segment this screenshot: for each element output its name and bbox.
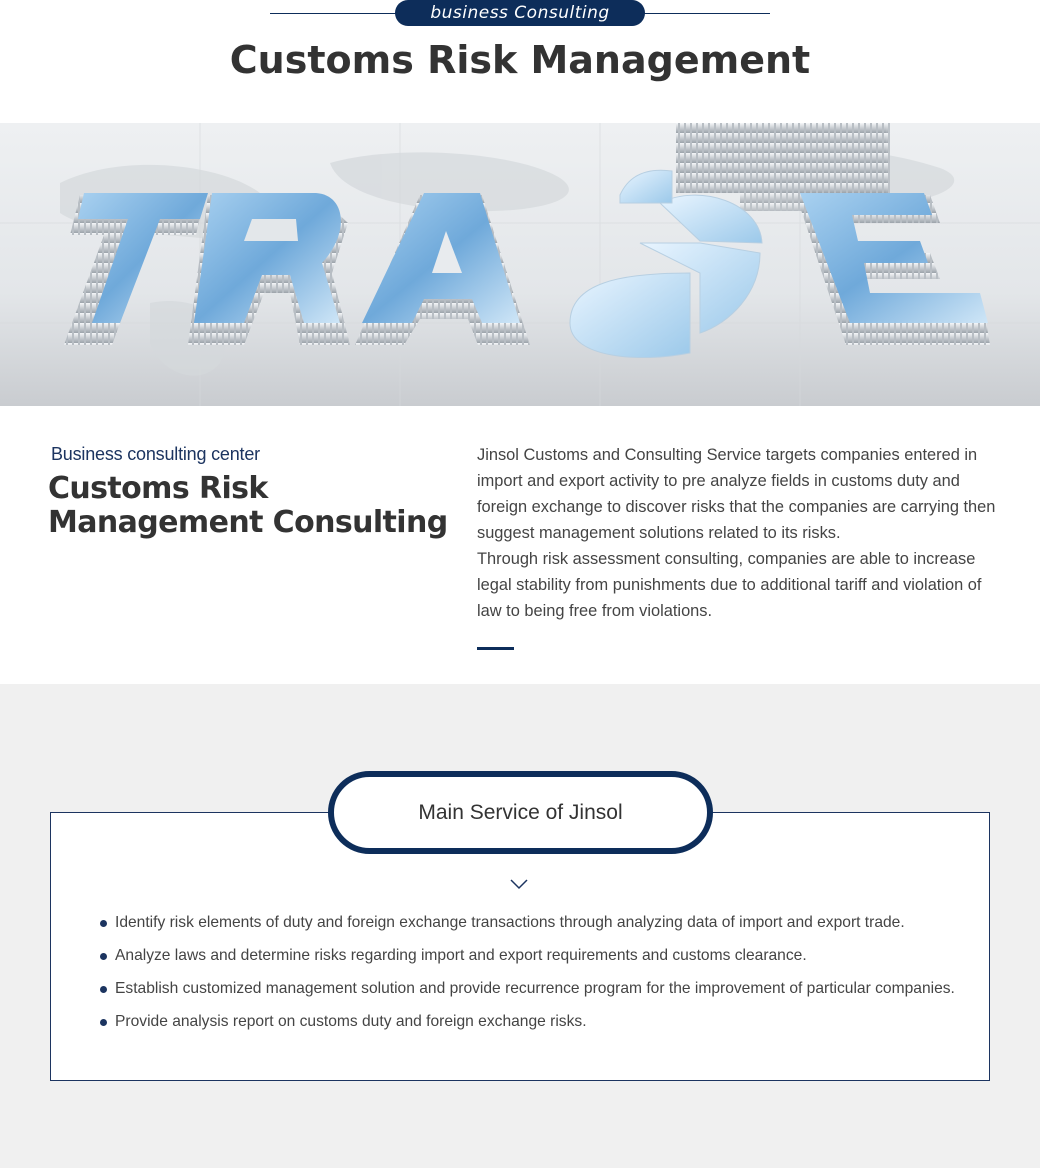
service-item-text: Analyze laws and determine risks regarding import and export requirements and customs clearance. — [115, 947, 807, 964]
list-item — [100, 945, 980, 978]
page-title — [0, 38, 1040, 82]
service-item-text: Establish customized management solution and provide recurrence program for the improvement of particular companies. — [115, 980, 955, 997]
service-item-text: Identify risk elements of duty and foreign exchange transactions through analyzing data of import and export trade. — [115, 914, 905, 931]
header-divider-left — [270, 13, 400, 14]
page-title-bold: Customs — [229, 38, 414, 82]
services-list — [100, 912, 980, 1044]
intro-title-line2: Management Consulting — [48, 505, 448, 540]
intro-description — [477, 442, 997, 624]
list-item — [100, 1011, 980, 1044]
intro-eyebrow: Business consulting center — [51, 444, 260, 464]
trade-3d-letters-image — [0, 123, 1040, 406]
intro-title-line1: Customs Risk — [48, 471, 268, 506]
bullet-icon — [100, 953, 107, 960]
accent-divider — [477, 647, 514, 650]
intro-paragraph-1: Jinsol Customs and Consulting Service targets companies entered in import and export activity to pre analyze fields in customs duty and foreign exchange to discover risks that the companies are carrying then suggest management solutions related to its risks. — [477, 446, 996, 542]
list-item — [100, 978, 980, 1011]
section-eyebrow-badge: business Consulting — [395, 0, 645, 26]
intro-title — [48, 472, 448, 540]
bullet-icon — [100, 1019, 107, 1026]
hero-banner — [0, 123, 1040, 406]
services-section — [0, 684, 1040, 1168]
page-header — [0, 0, 1040, 123]
intro-paragraph-2: Through risk assessment consulting, companies are able to increase legal stability from punishments due to additional tariff and violation of law to being free from violations. — [477, 550, 982, 620]
service-item-text: Provide analysis report on customs duty and foreign exchange risks. — [115, 1013, 587, 1030]
page-title-rest: Risk Management — [413, 38, 811, 82]
services-heading-pill: Main Service of Jinsol — [328, 771, 713, 854]
chevron-down-icon — [509, 877, 529, 891]
intro-section — [0, 406, 1040, 684]
list-item — [100, 912, 980, 945]
bullet-icon — [100, 920, 107, 927]
bullet-icon — [100, 986, 107, 993]
header-divider-right — [640, 13, 770, 14]
